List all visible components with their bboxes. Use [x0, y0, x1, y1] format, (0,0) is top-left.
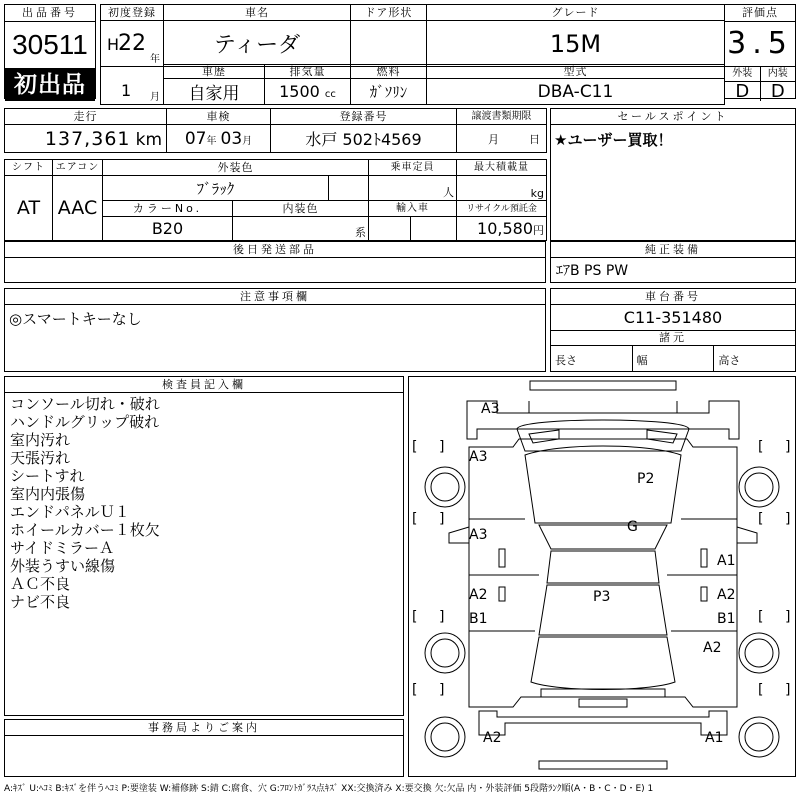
import-label: 輸入車 [369, 201, 457, 217]
grade-label: グレード [427, 5, 725, 21]
plate-label: 登録番号 [271, 109, 457, 125]
interior-label: 内装 [767, 68, 788, 79]
displacement-cell [265, 79, 351, 105]
score-box [724, 4, 796, 102]
chassis-box [550, 288, 796, 372]
later-parts-box [4, 241, 546, 283]
inspection-year-unit: 年 [206, 135, 217, 147]
damage-mark-a1-right-door: A1 [717, 553, 736, 569]
exterior-grade: D [725, 82, 761, 101]
bracket-mid-right-close: ] [785, 511, 791, 527]
displacement: 1500 [279, 82, 320, 101]
model-label: 型式 [427, 65, 725, 79]
ac-label: エアコン [53, 160, 103, 176]
ext-color: ﾌﾞﾗｯｸ [103, 176, 329, 201]
bracket-bottom-left: [ [412, 682, 418, 698]
transfer-month: 月 [488, 132, 499, 146]
ext-color-extra [329, 176, 369, 201]
legend-footer: A:ｷｽﾞ U:ﾍｺﾐ B:ｷｽﾞを伴うﾍｺﾐ P:要塗装 W:補修跡 S:錆 C:腐食、穴 G:ﾌﾛﾝﾄｶﾞﾗｽ点ｷｽﾞ XX:交換済み X:要交換 欠:欠品 内・外装評価 5段階ﾗﾝｸ順(A・B・C・D・E) 1 [4, 784, 654, 794]
recycle: 10,580 [477, 219, 534, 238]
interior-grade: D [770, 81, 785, 102]
mileage-unit: km [135, 129, 162, 150]
fuel-label: 燃料 [351, 65, 427, 79]
caution-label: 注意事項欄 [5, 289, 545, 305]
first-reg-label: 初度登録 [101, 5, 164, 21]
inspection-label: 車検 [167, 109, 271, 125]
car-name-label: 車名 [164, 5, 351, 21]
bracket-front-left-close: ] [439, 439, 445, 455]
dim-height: 高さ [718, 354, 741, 367]
caution-box [4, 288, 546, 372]
damage-mark-a3-left-fender: A3 [469, 449, 488, 465]
inspection-month-unit: 月 [242, 135, 253, 147]
lot-number: 30511 [5, 22, 95, 69]
inspection-cell [167, 125, 271, 153]
bracket-rear-right: [ [758, 609, 764, 625]
mileage-label: 走行 [5, 109, 167, 125]
plate: 水戸 502ﾄ4569 [271, 125, 457, 153]
windshield-shape [525, 446, 681, 523]
first-listing-badge: 初出品 [5, 69, 95, 101]
rear-panel-shape [479, 711, 727, 735]
body-outline-shape [469, 439, 737, 707]
int-color-unit: 系 [233, 217, 369, 241]
spec-table [4, 159, 547, 241]
office-label: 事務局よりご案内 [5, 720, 403, 736]
damage-diagram-box [408, 376, 796, 777]
first-reg-cell [101, 21, 164, 67]
bracket-front-right: [ [758, 439, 764, 455]
car-diagram [409, 377, 795, 776]
inspector-note: 天張汚れ [10, 449, 71, 467]
import-cell-a [369, 217, 411, 241]
inspector-note: シートすれ [10, 467, 85, 485]
lot-box [4, 4, 96, 99]
first-reg-year-unit: 年 [150, 54, 160, 65]
left-mirror-shape [449, 527, 469, 543]
inspector-note: ＡＣ不良 [10, 575, 71, 593]
first-reg-month-top [101, 65, 164, 79]
grade: 15M [427, 21, 725, 67]
damage-mark-p2: P2 [637, 471, 655, 487]
transfer-day: 日 [529, 132, 540, 146]
inspector-note: エンドパネルＵ１ [10, 503, 130, 521]
dim-width: 幅 [633, 346, 715, 371]
first-reg-month-cell [101, 79, 164, 105]
recycle-label: リサイクル預託金 [457, 201, 547, 217]
office-box [4, 719, 404, 777]
inspector-note: サイドミラーＡ [10, 539, 114, 557]
damage-mark-a3-front: A3 [481, 401, 500, 417]
sales-point-label: セールスポイント [551, 109, 795, 125]
sales-point: ★ユーザー買取！ [554, 131, 673, 149]
inspector-note: 外装うすい線傷 [10, 557, 116, 575]
transfer-label: 譲渡書類期限 [457, 109, 547, 125]
damage-mark-a2-right-rear: A2 [703, 640, 722, 656]
ac: AAC [53, 176, 103, 241]
import-cell-b [411, 217, 457, 241]
shift: AT [5, 176, 53, 241]
lot-label: 出品番号 [5, 5, 95, 22]
bracket-rear-left-close: ] [439, 609, 445, 625]
bracket-rear-left: [ [412, 609, 418, 625]
inspector-note: コンソール切れ・破れ [10, 395, 160, 413]
bracket-front-right-close: ] [785, 439, 791, 455]
score: 3.5 [725, 22, 795, 67]
roof-shape [547, 551, 659, 583]
bracket-bottom-right-close: ] [785, 682, 791, 698]
inspection-month: 03 [220, 128, 243, 149]
door-label: ドア形状 [351, 5, 427, 21]
shift-label: シフト [5, 160, 53, 176]
model: DBA-C11 [427, 79, 725, 105]
history-label: 車歴 [164, 65, 265, 79]
fuel: ｶﾞｿﾘﾝ [351, 79, 427, 105]
exterior-label: 外装 [725, 67, 761, 81]
transfer-cell [457, 125, 547, 153]
mileage-cell [5, 125, 167, 153]
vehicle-info-table [100, 4, 725, 67]
damage-mark-a2-right: A2 [717, 587, 736, 603]
bracket-bottom-right: [ [758, 682, 764, 698]
bracket-front-left: [ [412, 439, 418, 455]
damage-mark-b1-left: B1 [469, 611, 488, 627]
damage-mark-a2-rear-bottom: A2 [483, 730, 502, 746]
rear-window-shape [531, 637, 675, 690]
damage-mark-p3: P3 [593, 589, 611, 605]
inspector-label: 検査員記入欄 [5, 377, 403, 393]
damage-mark-g: G [627, 519, 638, 535]
mileage: 137,361 [44, 127, 131, 150]
bracket-mid-right: [ [758, 511, 764, 527]
right-mirror-shape [737, 527, 757, 543]
bracket-mid-left-close: ] [439, 511, 445, 527]
history: 自家用 [164, 79, 265, 105]
bracket-mid-left: [ [412, 511, 418, 527]
displacement-label: 排気量 [265, 65, 351, 79]
damage-mark-a1-rear-bottom: A1 [705, 730, 724, 746]
inspector-note: ハンドルグリップ破れ [10, 413, 160, 431]
inspector-note: ホイールカバー１枚欠 [10, 521, 160, 539]
capacity-unit: 人 [369, 176, 457, 201]
inspector-notes [10, 395, 160, 611]
int-color-label: 内装色 [233, 201, 369, 217]
rear-bumper-shape [539, 761, 667, 769]
inspector-note: 室内内張傷 [10, 485, 86, 503]
first-reg-month-unit: 月 [150, 92, 160, 103]
equipment: ｴｱB PS PW [556, 263, 629, 279]
first-reg-year: 22 [118, 31, 146, 56]
first-reg-era: H [107, 35, 120, 54]
inspection-year: 07 [184, 128, 207, 149]
capacity-label: 乗車定員 [369, 160, 457, 176]
damage-mark-a3-left-door: A3 [469, 527, 488, 543]
load-label: 最大積載量 [457, 160, 547, 176]
bracket-rear-right-close: ] [785, 609, 791, 625]
door-value [351, 21, 427, 67]
color-no-label: カラーNo. [103, 201, 233, 217]
caution: ◎スマートキーなし [9, 310, 142, 328]
sales-point-box [550, 108, 796, 241]
score-label: 評価点 [725, 5, 795, 22]
later-parts-label: 後日発送部品 [5, 242, 545, 258]
damage-mark-a2-left: A2 [469, 587, 488, 603]
displacement-unit: cc [324, 89, 336, 100]
first-reg-month: 1 [121, 80, 132, 100]
dims-label: 諸元 [551, 330, 795, 346]
load-unit: kg [457, 176, 547, 201]
inspector-note: 室内汚れ [10, 431, 71, 449]
recycle-cell [457, 217, 547, 241]
inspector-note: ナビ不良 [10, 593, 71, 611]
dim-length: 長さ [551, 346, 633, 371]
mileage-table [4, 108, 547, 153]
car-name: ティーダ [164, 21, 351, 67]
damage-mark-b1-right: B1 [717, 611, 736, 627]
vehicle-info-table-row2 [100, 64, 725, 105]
color-no: B20 [103, 217, 233, 241]
recycle-yen: 円 [533, 224, 545, 237]
inspector-box [4, 376, 404, 716]
ext-color-label: 外装色 [103, 160, 369, 176]
front-bumper-shape [530, 381, 676, 390]
equipment-label: 純正装備 [551, 242, 795, 258]
equipment-box [550, 241, 796, 283]
bracket-bottom-left-close: ] [439, 682, 445, 698]
chassis-label: 車台番号 [551, 289, 795, 305]
chassis: C11-351480 [551, 306, 795, 331]
